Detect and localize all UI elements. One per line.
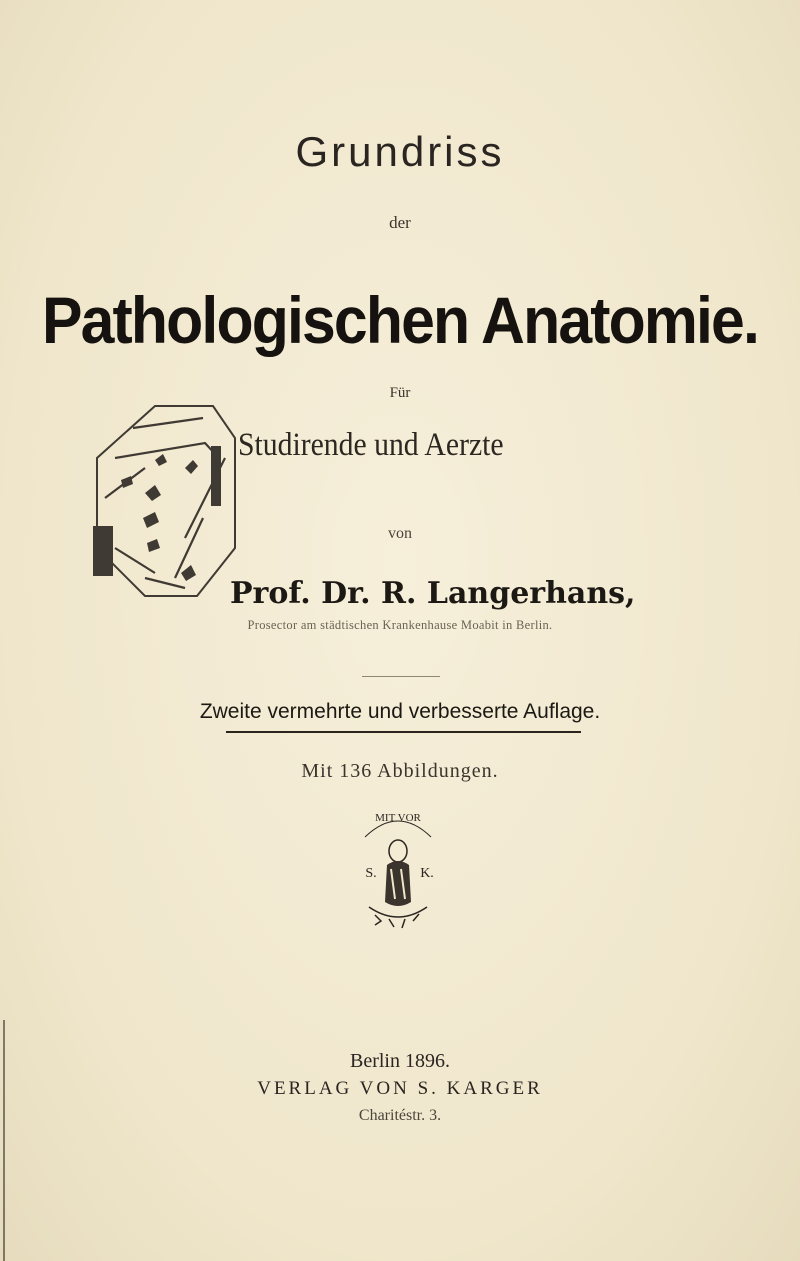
- edition-underline: [226, 731, 581, 733]
- edition-statement: Zweite vermehrte und verbesserte Auflage.: [199, 700, 601, 723]
- imprint-city-year: Berlin 1896.: [350, 1050, 450, 1072]
- title-connector: der: [389, 213, 411, 232]
- audience-prefix: Für: [389, 385, 411, 401]
- book-title: Grundriss: [295, 128, 505, 175]
- author-prefix: von: [388, 525, 412, 542]
- author-affiliation: Prosector am städtischen Krankenhause Moabit in Berlin.: [247, 618, 553, 632]
- imprint-address: Charitéstr. 3.: [358, 1107, 442, 1124]
- logo-left-text: S.: [365, 866, 377, 881]
- imprint-publisher: VERLAG VON S. KARGER: [257, 1078, 543, 1099]
- illustrations-note: Mit 136 Abbildungen.: [301, 760, 499, 782]
- logo-top-text: MIT VOR: [375, 812, 421, 824]
- publisher-logo-emblem: [345, 807, 451, 937]
- library-stamp: [85, 398, 245, 608]
- divider: [362, 676, 440, 677]
- logo-right-text: K.: [420, 866, 434, 881]
- author-name: Prof. Dr. R. Langerhans,: [230, 576, 636, 611]
- main-title: Pathologischen Anatomie.: [41, 283, 759, 357]
- audience: Studirende und Aerzte: [238, 427, 504, 463]
